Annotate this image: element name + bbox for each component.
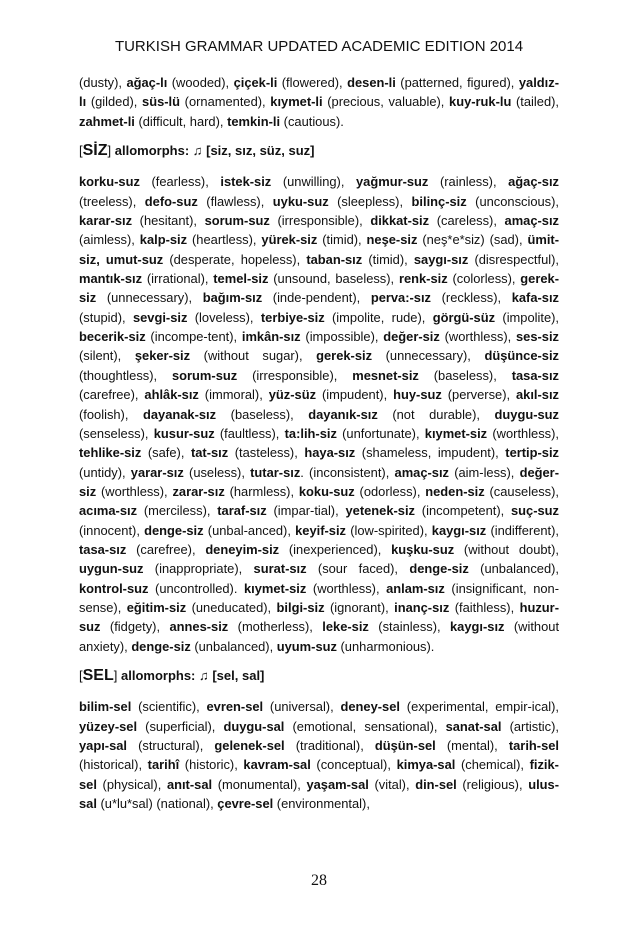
term: ahlâk-sız bbox=[144, 387, 199, 403]
gloss: (causeless), bbox=[484, 483, 560, 499]
term: neşe-siz bbox=[366, 232, 418, 248]
sel-heading-close: ] bbox=[113, 667, 118, 683]
gloss: . (inconsistent), bbox=[300, 464, 395, 480]
gloss: (unbal-anced), bbox=[203, 522, 296, 538]
gloss: (difficult, hard), bbox=[134, 113, 228, 129]
gloss: (worthless), bbox=[96, 483, 173, 499]
gloss: (foolish), bbox=[79, 406, 143, 422]
term: renk-siz bbox=[398, 271, 448, 287]
term: suç-suz bbox=[511, 503, 559, 519]
gloss: (ornamented), bbox=[180, 94, 271, 110]
term: fizik-sel bbox=[79, 757, 559, 792]
gloss: (inappropriate), bbox=[143, 561, 254, 577]
gloss: (impudent), bbox=[316, 387, 394, 403]
term: duygu-sal bbox=[223, 718, 285, 734]
term: ağaç-sız bbox=[508, 174, 559, 190]
gloss: (u*lu*sal) (national), bbox=[96, 796, 218, 812]
term: tasa-sız bbox=[511, 367, 559, 383]
term: uyku-suz bbox=[272, 193, 329, 209]
gloss: (odorless), bbox=[354, 483, 426, 499]
term: tarihî bbox=[147, 757, 180, 773]
term: amaç-sız bbox=[504, 213, 559, 229]
gloss: (senseless), bbox=[79, 425, 154, 441]
sel-heading bbox=[79, 666, 559, 685]
term: kafa-sız bbox=[511, 290, 559, 306]
term: acıma-sız bbox=[79, 503, 138, 519]
term: amaç-sız bbox=[394, 464, 449, 480]
gloss: (artistic), bbox=[501, 718, 559, 734]
term: dayanak-sız bbox=[143, 406, 217, 422]
gloss: (wooded), bbox=[167, 75, 234, 90]
gloss: (sleepless), bbox=[328, 193, 412, 209]
gloss: (aimless), bbox=[79, 232, 140, 248]
page-body bbox=[79, 73, 559, 813]
running-header: TURKISH GRAMMAR UPDATED ACADEMIC EDITION 2014 bbox=[114, 38, 524, 55]
gloss: (worthless), bbox=[487, 425, 559, 441]
term: dayanık-sız bbox=[308, 406, 378, 422]
term: düşün-sel bbox=[374, 738, 436, 753]
term: huy-suz bbox=[393, 387, 442, 403]
gloss: (disrespectful), bbox=[468, 251, 559, 267]
gloss: (unconscious), bbox=[466, 193, 559, 209]
term: denge-siz bbox=[131, 638, 191, 654]
gloss: (experimental, empir-ical), bbox=[399, 699, 559, 715]
term: çiçek-li bbox=[233, 75, 278, 90]
term: neden-siz bbox=[425, 483, 485, 499]
gloss: (useless), bbox=[183, 464, 251, 480]
gloss: (hesitant), bbox=[132, 213, 205, 229]
term: sevgi-siz bbox=[132, 309, 188, 325]
gloss: (cautious). bbox=[280, 113, 344, 129]
gloss: (irrational), bbox=[142, 271, 214, 287]
gloss: (monumental), bbox=[212, 776, 307, 792]
gloss: (irresponsible), bbox=[237, 367, 353, 383]
gloss: (unbalanced), bbox=[468, 561, 559, 577]
gloss: (careless), bbox=[429, 213, 505, 229]
gloss: (flowered), bbox=[277, 75, 348, 90]
term: sanat-sal bbox=[445, 718, 502, 734]
gloss: (treeless), bbox=[79, 193, 145, 209]
siz-paragraph bbox=[79, 172, 559, 656]
gloss: (indifferent), bbox=[486, 522, 559, 538]
siz-heading bbox=[79, 141, 559, 160]
gloss: (impar-tial), bbox=[266, 503, 346, 519]
gloss: (colorless), bbox=[447, 271, 521, 287]
gloss: (impolite, rude), bbox=[324, 309, 433, 325]
gloss: (impolite), bbox=[495, 309, 559, 325]
term: yağmur-suz bbox=[356, 174, 429, 190]
term: kavram-sal bbox=[243, 757, 311, 773]
sel-heading-open: [ bbox=[79, 667, 83, 683]
term: görgü-süz bbox=[432, 309, 496, 325]
gloss: (immoral), bbox=[198, 387, 269, 403]
term: uygun-suz bbox=[79, 561, 144, 577]
gloss: (worthless), bbox=[306, 580, 387, 596]
gloss: (impossible), bbox=[300, 329, 384, 345]
term: değer-siz bbox=[79, 464, 559, 499]
term: eğitim-siz bbox=[126, 599, 187, 615]
term: kaygı-sız bbox=[450, 619, 505, 635]
gloss: (ignorant), bbox=[324, 599, 395, 615]
term: kaygı-sız bbox=[431, 522, 487, 538]
gloss: (unsound, baseless), bbox=[268, 271, 399, 287]
term: karar-sız bbox=[79, 213, 133, 229]
gloss: (structural), bbox=[127, 738, 215, 753]
term: defo-suz bbox=[144, 193, 198, 209]
gloss: (stainless), bbox=[368, 619, 451, 635]
gloss: (faithless), bbox=[449, 599, 520, 615]
gloss: (carefree), bbox=[79, 387, 145, 403]
term: sorum-suz bbox=[204, 213, 270, 229]
term: taraf-sız bbox=[217, 503, 267, 519]
gloss: (desperate, hopeless), bbox=[163, 251, 307, 267]
term: bilinç-siz bbox=[411, 193, 467, 209]
term: kıymet-siz bbox=[424, 425, 488, 441]
term: desen-li bbox=[347, 75, 396, 90]
gloss: (loveless), bbox=[187, 309, 261, 325]
gloss: (silent), bbox=[79, 348, 135, 364]
term: temel-siz bbox=[213, 271, 269, 287]
gloss: (without doubt), bbox=[454, 541, 559, 557]
term: ulus-sal bbox=[79, 776, 559, 812]
term: ağaç-lı bbox=[126, 75, 168, 90]
gloss: (safe), bbox=[141, 445, 191, 461]
gloss: (scientific), bbox=[131, 699, 207, 715]
term: bilim-sel bbox=[79, 699, 132, 715]
term: tutar-sız bbox=[250, 464, 301, 480]
gloss: (perverse), bbox=[441, 387, 517, 403]
gloss: (low-spirited), bbox=[346, 522, 432, 538]
gloss: (religious), bbox=[456, 776, 529, 792]
term: haya-sız bbox=[304, 445, 356, 461]
term: terbiye-siz bbox=[260, 309, 325, 325]
gloss: (unfortunate), bbox=[336, 425, 425, 441]
gloss: (chemical), bbox=[455, 757, 530, 773]
term: kusur-suz bbox=[153, 425, 215, 441]
gloss: (inexperienced), bbox=[279, 541, 392, 557]
gloss: (motherless), bbox=[228, 619, 323, 635]
term: deneyim-siz bbox=[205, 541, 280, 557]
siz-heading-close: ] bbox=[107, 143, 112, 159]
gloss: (inde-pendent), bbox=[262, 290, 371, 306]
term: keyif-siz bbox=[295, 522, 346, 538]
term: yetenek-siz bbox=[345, 503, 415, 519]
gloss: (baseless), bbox=[418, 367, 512, 383]
gloss: (vital), bbox=[368, 776, 416, 792]
gloss: (untidy), bbox=[79, 464, 131, 480]
term: denge-siz bbox=[409, 561, 469, 577]
term: evren-sel bbox=[206, 699, 264, 715]
gloss: (environmental), bbox=[273, 796, 370, 812]
term: sorum-suz bbox=[172, 367, 238, 383]
term: ümit-siz, umut-suz bbox=[79, 232, 559, 267]
term: duygu-suz bbox=[494, 406, 559, 422]
gloss: (irresponsible), bbox=[269, 213, 371, 229]
sel-heading-tag: SEL bbox=[82, 666, 114, 684]
term: tat-sız bbox=[190, 445, 229, 461]
term: yaldız-lı bbox=[79, 75, 559, 110]
gloss: (thoughtless), bbox=[79, 367, 172, 383]
gloss: (patterned, figured), bbox=[395, 75, 519, 90]
term: saygı-sız bbox=[413, 251, 469, 267]
gloss: (heartless), bbox=[187, 232, 262, 248]
term: kıymet-siz bbox=[244, 580, 307, 596]
gloss: (timid), bbox=[317, 232, 367, 248]
gloss: (dusty), bbox=[79, 75, 127, 90]
term: yapı-sal bbox=[79, 738, 128, 753]
gloss: (tasteless), bbox=[228, 445, 305, 461]
gloss: (emotional, sensational), bbox=[284, 718, 446, 734]
term: mesnet-siz bbox=[352, 367, 419, 383]
term: değer-siz bbox=[383, 329, 440, 345]
term: kuy-ruk-lu bbox=[449, 94, 512, 110]
gloss: (shameless, impudent), bbox=[355, 445, 506, 461]
term: zarar-sız bbox=[172, 483, 225, 499]
gloss: (incompe-tent), bbox=[145, 329, 242, 345]
term: tehlike-siz bbox=[79, 445, 142, 461]
gloss: (conceptual), bbox=[310, 757, 397, 773]
term: ses-siz bbox=[515, 329, 559, 345]
gloss: (aim-less), bbox=[449, 464, 520, 480]
term: kontrol-suz bbox=[79, 580, 149, 596]
gloss: (without anxiety), bbox=[79, 619, 560, 654]
term: zahmet-li bbox=[79, 113, 135, 129]
term: anlam-sız bbox=[386, 580, 445, 596]
term: bağım-sız bbox=[202, 290, 263, 306]
term: yaşam-sal bbox=[306, 776, 369, 792]
term: imkân-sız bbox=[241, 329, 301, 345]
term: yarar-sız bbox=[130, 464, 184, 480]
gloss: (stupid), bbox=[79, 309, 133, 325]
gloss: (unbalanced), bbox=[190, 638, 277, 654]
gloss: (insignificant, non-sense), bbox=[79, 580, 559, 615]
gloss: (without sugar), bbox=[190, 348, 317, 364]
term: leke-siz bbox=[322, 619, 369, 635]
term: dikkat-siz bbox=[370, 213, 430, 229]
gloss: (rainless), bbox=[428, 174, 509, 190]
term: perva:-sız bbox=[370, 290, 432, 306]
sel-paragraph bbox=[79, 697, 559, 813]
siz-heading-open: [ bbox=[79, 143, 83, 159]
term: gerek-siz bbox=[316, 348, 373, 364]
gloss: (unnecessary), bbox=[96, 290, 203, 306]
gloss: (fidgety), bbox=[100, 619, 170, 635]
term: deney-sel bbox=[340, 699, 400, 715]
term: inanç-sız bbox=[394, 599, 450, 615]
gloss: (unnecessary), bbox=[372, 348, 485, 364]
term: kıymet-li bbox=[270, 94, 323, 110]
gloss: (timid), bbox=[362, 251, 414, 267]
gloss: (mental), bbox=[435, 738, 509, 753]
term: mantık-sız bbox=[79, 271, 143, 287]
gloss: (baseless), bbox=[216, 406, 309, 422]
term: çevre-sel bbox=[217, 796, 274, 812]
gloss: (unharmonious). bbox=[336, 638, 435, 654]
term: tarih-sel bbox=[508, 738, 559, 753]
gloss: (superficial), bbox=[137, 718, 224, 734]
term: yüz-süz bbox=[268, 387, 317, 403]
page-number: 28 bbox=[311, 872, 327, 889]
gloss: (tailed), bbox=[511, 94, 559, 110]
term: kuşku-suz bbox=[391, 541, 455, 557]
gloss: (incompetent), bbox=[415, 503, 511, 519]
term: yüzey-sel bbox=[79, 718, 138, 734]
gloss: (innocent), bbox=[79, 522, 145, 538]
term: korku-suz bbox=[79, 174, 140, 190]
gloss: (not durable), bbox=[377, 406, 495, 422]
term: temkin-li bbox=[227, 113, 281, 129]
term: bilgi-siz bbox=[276, 599, 325, 615]
siz-heading-rest: allomorphs: ♫ [siz, sız, süz, suz] bbox=[111, 143, 315, 159]
gloss: (historical), bbox=[79, 757, 148, 773]
gloss: (faultless), bbox=[214, 425, 285, 441]
term: tertip-siz bbox=[505, 445, 559, 461]
term: huzur-suz bbox=[79, 599, 559, 635]
sel-heading-rest: allomorphs: ♫ [sel, sal] bbox=[117, 667, 265, 683]
term: tasa-sız bbox=[79, 541, 127, 557]
gloss: (unwilling), bbox=[271, 174, 357, 190]
gloss: (universal), bbox=[263, 699, 341, 715]
term: yürek-siz bbox=[261, 232, 318, 248]
term: akıl-sız bbox=[516, 387, 560, 403]
gloss: (physical), bbox=[96, 776, 167, 792]
gloss: (neş*e*siz) (sad), bbox=[417, 232, 528, 248]
term: istek-siz bbox=[220, 174, 272, 190]
gloss: (reckless), bbox=[431, 290, 512, 306]
term: din-sel bbox=[415, 776, 457, 792]
term: denge-siz bbox=[144, 522, 204, 538]
term: düşünce-siz bbox=[484, 348, 559, 364]
term: surat-sız bbox=[253, 561, 307, 577]
term: koku-suz bbox=[298, 483, 355, 499]
gloss: (carefree), bbox=[126, 541, 206, 557]
term: kimya-sal bbox=[396, 757, 456, 773]
term: ta:lih-siz bbox=[284, 425, 337, 441]
gloss: (uncontrolled). bbox=[148, 580, 244, 596]
term: uyum-suz bbox=[276, 638, 337, 654]
term: annes-siz bbox=[169, 619, 229, 635]
gloss: (precious, valuable), bbox=[322, 94, 450, 110]
siz-heading-tag: SİZ bbox=[82, 142, 108, 160]
term: kalp-siz bbox=[139, 232, 188, 248]
gloss: (merciless), bbox=[137, 503, 218, 519]
gloss: (fearless), bbox=[139, 174, 221, 190]
gloss: (worthless), bbox=[439, 329, 516, 345]
term: gerek-siz bbox=[79, 271, 559, 306]
term: gelenek-sel bbox=[214, 738, 285, 753]
term: taban-sız bbox=[306, 251, 363, 267]
term: anıt-sal bbox=[166, 776, 213, 792]
gloss: (traditional), bbox=[284, 738, 375, 753]
intro-paragraph bbox=[79, 73, 559, 131]
term: şeker-siz bbox=[134, 348, 191, 364]
gloss: (uneducated), bbox=[186, 599, 277, 615]
gloss: (harmless), bbox=[224, 483, 299, 499]
gloss: (gilded), bbox=[86, 94, 143, 110]
term: süs-lü bbox=[142, 94, 181, 110]
gloss: (sour faced), bbox=[306, 561, 410, 577]
term: becerik-siz bbox=[79, 329, 146, 345]
gloss: (flawless), bbox=[197, 193, 273, 209]
gloss: (historic), bbox=[179, 757, 244, 773]
